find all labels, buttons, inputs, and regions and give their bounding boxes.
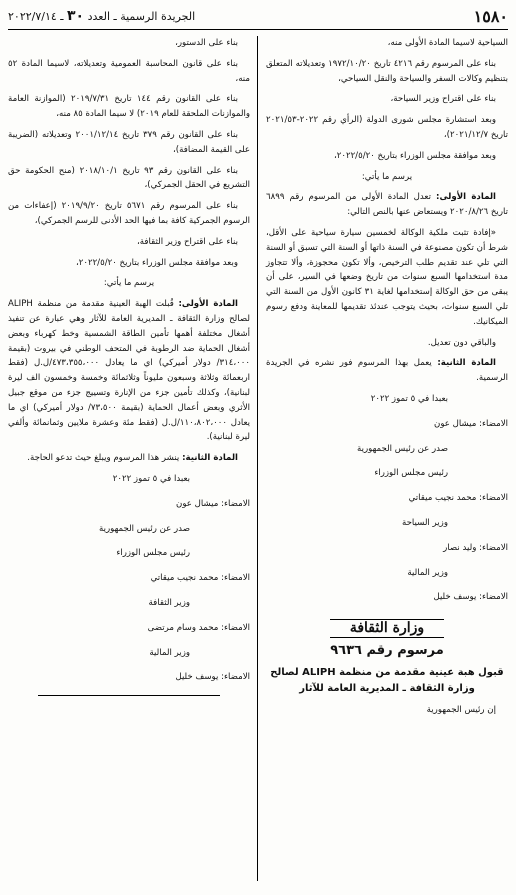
signature: الامضاء: وليد نصار	[443, 542, 508, 553]
article-text: يعمل بهذا المرسوم فور نشره في الجريدة الرسمية.	[266, 358, 508, 384]
paragraph: بناء على الدستور،	[175, 38, 238, 48]
page-number: ١٥٨٠	[473, 6, 508, 26]
article-text: تعدل المادة الأولى من المرسوم رقم ٦٨٩٩ تاريخ ٢٠٢٠/٨/٢٦ ويستعاض عنها بالنص التالي:	[266, 192, 508, 218]
signatory-title: وزير المالية	[407, 567, 448, 578]
signature: الامضاء: محمد نجيب ميقاتي	[150, 573, 250, 584]
paragraph: بناء على القانون رقم ٣٧٩ تاريخ ٢٠٠١/١٢/١٤ وتعديلاته (الضريبة على القيمة المضافة)،	[8, 129, 250, 155]
date-line: بعبدا في ٥ تموز ٢٠٢٢	[112, 473, 190, 484]
signature: الامضاء: محمد نجيب ميقاتي	[408, 493, 508, 504]
quoted-text: «إفادة تثبت ملكية الوكالة لخمسين سيارة سياحية على الأقل، شرط أن تكون مصنوعة في السنة ذاتها أو السنة التي تسبق أو السنة التي تلي عند تقديم طلب الترخيص، وألا تكون محجوزة، وألا تتجاوز مدة استخدامها السبع سنوات من تاريخ وضعها في السير، على أن يبقى من حق الوكالة إستخدامها لغاية ٣١ كانون الأول من السنة التي تلي السبع سنوات، بحيث يتوجب عندئذ تقديمها للمعاينة ودفع رسوم الميكانيك.	[266, 227, 508, 327]
date-line: بعبدا في ٥ تموز ٢٠٢٢	[370, 393, 448, 404]
column-divider	[257, 36, 258, 881]
article-2	[266, 356, 508, 386]
signature: الامضاء: ميشال عون	[434, 418, 508, 429]
paragraph: إن رئيس الجمهورية	[426, 704, 496, 715]
decree-formula: يرسم ما يأتي:	[361, 171, 413, 182]
article-label: المادة الأولى:	[178, 299, 238, 310]
paragraph: السياحية لاسيما المادة الأولى منه،	[387, 38, 508, 48]
article-label: المادة الثانية:	[182, 453, 238, 464]
signature: الامضاء: محمد وسام مرتضى	[147, 622, 250, 633]
right-column	[266, 36, 508, 724]
signatory-title: وزير المالية	[149, 647, 190, 658]
paragraph: وبعد موافقة مجلس الوزراء بتاريخ ٢٠٢٢/٥/٢٠،	[333, 150, 496, 161]
paragraph: بناء على القانون رقم ١٤٤ تاريخ ٢٠١٩/٧/٣١ (الموازنة العامة والموازنات الملحقة للعام ٢٠١٩) لا سيما المادة ٨٥ منه،	[8, 94, 250, 120]
issue-date: ٢٠٢٢/٧/١٤	[8, 10, 57, 23]
article-2	[8, 451, 250, 466]
signatory-title: رئيس مجلس الوزراء	[116, 548, 190, 559]
signatory-title: صدر عن رئيس الجمهورية	[357, 443, 448, 454]
decree-title: قبول هبة عينية مقدمة من منظمة ALIPH لصالح وزارة الثقافة ـ المديرية العامة للآثار	[270, 666, 504, 694]
article-text: قُبلت الهبة العينية مقدمة من منظمة ALIPH لصالح وزارة الثقافة ـ المديرية العامة للآثار وهي عبارة عن تنفيذ أشغال مختلفة أهمها تأمين الطاقة الشمسية وخط كهرباء وبعض أشغال الحماية ضد الرطوبة في المتحف الوطني في بيروت (بقيمة ٣١٤،٠٠٠/ دولار أميركي) اي ما يعادل ٤٧٣،٣٥٥،٠٠٠/ل.ل (فقط اربعمائة وثلاثة وسبعون مليوناً وثلاثمائة وخمسة وخمسون الف ليرة لبنانية)، وكذلك تأمين جزء من الإنارة وتسييج جزء من موقع جبيل الأثري وبعض أعمال الحماية (بقيمة ٧٣،٥٠٠/ دولار أميركي) اي ما يعادل ١١٠،٨٠٢،٠٠٠/ل.ل (فقط مئة وعشرة ملايين وثمانمائة وألفي ليرة لبنانية).	[8, 299, 251, 443]
paragraph: بناء على اقتراح وزير السياحة،	[390, 94, 496, 105]
article-1	[8, 297, 250, 445]
running-header: الجريدة الرسمية ـ العدد ٣٠ ـ ٢٠٢٢/٧/١٤	[8, 8, 196, 24]
paragraph: بناء على اقتراح وزير الثقافة،	[137, 236, 238, 247]
decree-formula: يرسم ما يأتي:	[103, 278, 155, 289]
left-column	[8, 36, 250, 696]
paragraph: وبعد موافقة مجلس الوزراء بتاريخ ٢٠٢٢/٥/٢٠،	[75, 257, 238, 268]
decree-number: مرسوم رقم ٩٦٣٦	[330, 642, 444, 658]
signature: الامضاء: ميشال عون	[176, 498, 250, 509]
signatory-title: صدر عن رئيس الجمهورية	[99, 523, 190, 534]
end-rule	[38, 695, 220, 696]
paragraph: بناء على المرسوم رقم ٥٦٧١ تاريخ ٢٠١٩/٩/٢٠ (إعفاءات من الرسوم الجمركية كافة بما فيها الحد الأدنى للرسم الجمركي)،	[8, 201, 250, 226]
paragraph: بناء على المرسوم رقم ٤٢١٦ تاريخ ١٩٧٢/١٠/٢٠ وتعديلاته المتعلق بتنظيم وكالات السفر والسياحة والنقل السياحي،	[266, 58, 508, 84]
paragraph: وبعد استشارة مجلس شورى الدولة (الرأي رقم ٢٠٢٢-٢٠٢١/٥٣ تاريخ ٢٠٢١/١٢/٧)،	[266, 115, 508, 140]
signature: الامضاء: يوسف خليل	[175, 672, 250, 683]
paragraph: والباقي دون تعديل.	[427, 337, 496, 348]
article-text: ينشر هذا المرسوم ويبلغ حيث تدعو الحاجة.	[27, 453, 180, 464]
gazette-name: الجريدة الرسمية ـ العدد	[87, 10, 196, 23]
issue-number: ٣٠	[67, 8, 85, 24]
ministry-heading: وزارة الثقافة	[266, 619, 508, 638]
article-1	[266, 190, 508, 220]
signature: الامضاء: يوسف خليل	[433, 592, 508, 603]
signatory-title: رئيس مجلس الوزراء	[374, 468, 448, 479]
signatory-title: وزير الثقافة	[148, 597, 190, 608]
paragraph: بناء على القانون رقم ٩٣ تاريخ ٢٠١٨/١٠/١ (منح الحكومة حق التشريع في الحقل الجمركي)،	[8, 165, 250, 191]
paragraph: بناء على قانون المحاسبة العمومية وتعديلاته، لاسيما المادة ٥٢ منه،	[8, 58, 250, 84]
article-label: المادة الأولى:	[436, 192, 497, 203]
page-header	[8, 6, 508, 30]
article-label: المادة الثانية:	[437, 358, 496, 369]
signatory-title: وزير السياحة	[402, 517, 448, 528]
